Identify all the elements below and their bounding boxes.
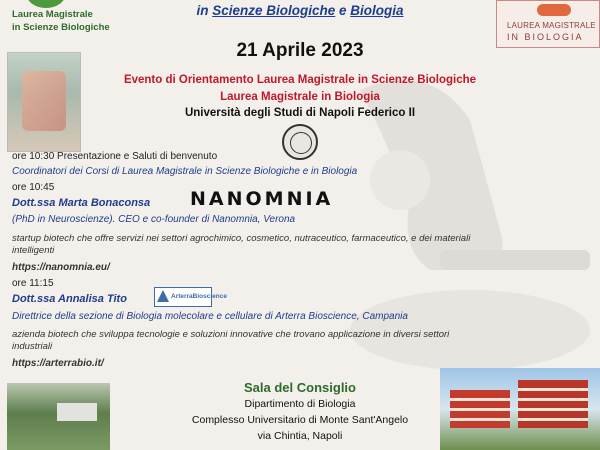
venue-street: via Chintia, Napoli [257, 430, 343, 442]
building-photo [440, 368, 600, 450]
nanomnia-link[interactable]: https://nanomnia.eu/ [12, 262, 110, 273]
event-date: 21 Aprile 2023 [236, 40, 364, 61]
university-seal-icon [282, 124, 318, 160]
coordinators-line: Coordinatori dei Corsi di Laurea Magistrale in Scienze Biologiche e in Biologia [12, 166, 358, 177]
speaker-1-role: (PhD in Neuroscienze). CEO e co-founder di Nanomnia, Verona [12, 214, 296, 225]
logo-shape-icon [537, 4, 571, 16]
event-title-2: Laurea Magistrale in Biologia [220, 91, 380, 103]
degree-subtitle: in Scienze Biologiche e Biologia [196, 3, 404, 18]
venue-complex: Complesso Universitario di Monte Sant'Angelo [191, 414, 409, 426]
speaker-2-desc-2: industriali [12, 341, 53, 352]
schedule-1045: ore 10:45 [12, 182, 55, 193]
university-name: Università degli Studi di Napoli Federico II [184, 107, 416, 119]
speaker-2-desc: azienda biotech che sviluppa tecnologie e soluzioni innovative che trovano applicazione in diversi settori [12, 329, 450, 340]
speaker-2-role: Direttrice della sezione di Biologia molecolare e cellulare di Arterra Bioscience, Campania [12, 311, 408, 322]
arterra-logo: ArterraBioscience [154, 287, 212, 307]
venue-room: Sala del Consiglio [244, 380, 356, 395]
schedule-1030: ore 10:30 Presentazione e Saluti di benvenuto [12, 151, 218, 162]
nanomnia-logo: NANOMNIA [190, 188, 334, 210]
laurea-biologia-logo: LAUREA MAGISTRALE IN BIOLOGIA [496, 0, 600, 48]
speaker-2-name: Dott.ssa Annalisa Tito [12, 293, 127, 305]
venue-department: Dipartimento di Biologia [244, 398, 356, 410]
event-title: Evento di Orientamento Laurea Magistrale in Scienze Biologiche [123, 74, 477, 86]
arterra-leaf-icon [157, 290, 169, 302]
speaker-1-name: Dott.ssa Marta Bonaconsa [12, 197, 151, 209]
arterra-link[interactable]: https://arterrabio.it/ [12, 358, 104, 369]
speaker-1-desc-2: intelligenti [12, 245, 55, 256]
schedule-1115: ore 11:15 [12, 278, 54, 289]
laurea-scienze-logo: Laurea Magistrale in Scienze Biologiche [0, 0, 128, 40]
speaker-1-desc: startup biotech che offre servizi nei settori agrochimico, cosmetico, nutraceutico, farmaceutico, e dei materiali [12, 233, 471, 244]
